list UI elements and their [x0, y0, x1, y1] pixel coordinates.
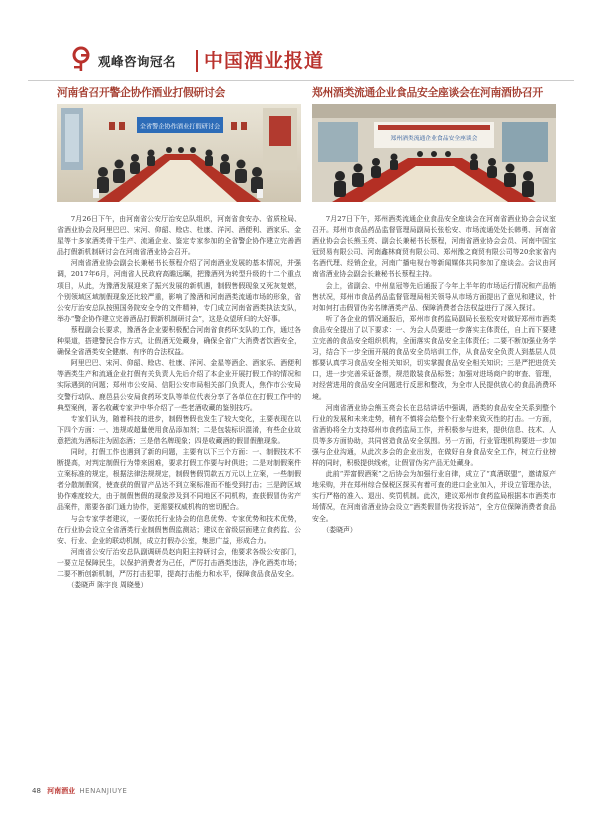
article-paragraph: 阿里巴巴、宋河、仰韶、赊店、杜康、洋河、金星等酒企、酒家乐、酒便利等酒类生产和流通企业打假有关负责人先后介绍了本企业开展打假工作的情况和实际遇到的问题；郑州市公安局、信阳公安市局相关部门负责人，焦作市公安局交警行动队、鹿邑县公安局食药环支队等单位代表分享了各单位在打假工作中的典型案例，著名收藏专家尹中华介绍了一些老酒收藏的鉴别技巧。 [57, 359, 301, 412]
article-paragraph: 7月27日下午，郑州酒类流通企业食品安全座谈会在河南省酒业协会会议室召开。郑州市食品药品监督管理局副局长张松安、市场流通处处长韩勇、河南省酒业协会会长熊玉亮、副会长兼秘书长蔡程，河南省酒业协会会员、河南中国宝冠贸易有限公司、河南鑫林商贸有限公司、郑州豫之商贸有限公司等20余家省内名酒代理、经销企业，河南广播电视台等新闻媒体共同参加了座谈会。会议由河南省酒业协会副会长兼秘书长蔡程主持。 [312, 215, 556, 279]
magazine-pinyin: HENANJIUYE [79, 787, 128, 795]
magazine-name: 河南酒业 [47, 787, 76, 795]
article-paragraph: 河南省酒业协会副会长兼秘书长蔡程介绍了河南酒业发展的基本情况，并强调，2017年6月，河南省人民政府高瞻远瞩，把豫酒列为转型升级的十二个重点项目，从此，为豫酒发展迎来了振兴发展的新机遇，制假售假现象又死灰复燃，个别领域区域制假现象还比较严重，影响了豫酒和河南酒类流通市场的形象，省公安厅治安总队按照国务院安全令的文件精神，专门成立河南省酒类执法支队，举办“警企协作建立完善酒品打假新机制研讨会”，这是众望所归的大好事。 [57, 259, 301, 323]
article-author: （娄晓声） [322, 525, 357, 534]
article-title: 郑州酒类流通企业食品安全座谈会在河南酒协召开 [312, 86, 543, 99]
article-paragraph: 听了各企业的情况通报后，郑州市食药监局副局长张松安对做好郑州市酒类食品安全提出了以下要求：一、为会人员要进一步落实主体责任，自上而下要建立完善的食品安全组织机构，全面落实食品安全主体责任；二要不断加强业务学习，结合下一步全面开展的食品安全员培训工作，从食品安全负责人到基层人员都要认真学习食品安全相关知识，切实掌握食品安全相关知识；三是严把进货关口，进一步完善采证备票，规范散装食品标签；加强对进场商户的审查、管理，对经营进用的食品安全问题进行反思和整改，为全市人民提供放心的食品消费环境。 [312, 314, 556, 401]
header-divider [196, 50, 198, 72]
svg-text:郑州酒类流通企业食品安全座谈会: 郑州酒类流通企业食品安全座谈会 [390, 136, 478, 142]
article-paragraph: 蔡程副会长要求，豫酒各企业要积极配合河南省食药环支队的工作，通过各种渠道，搭建警民合作方式，让假酒无处藏身，确保全省广大消费者饮酒安全，确保全省酒类安全健康、有序的合法权益。 [57, 325, 301, 357]
article-photo [312, 104, 556, 202]
brand-title: 中国酒业报道 [204, 50, 325, 72]
article-title: 河南省召开警企协作酒业打假研讨会 [57, 86, 225, 99]
page-header [28, 44, 576, 78]
article-paragraph: 专家们认为，随着科技的进步，制假售假也发生了较大变化，主要表现在以下四个方面：一、违规或超量使用食品添加剂；二是包装标识混淆，有些企业故意把流为酒标注为固态酒；三是借名牌现象；四是收藏酒的假冒假酿现象。 [57, 414, 301, 445]
header-rule [28, 80, 574, 81]
article-right [312, 86, 556, 536]
article-author: （娄晓声 陈宇良 周晓曼） [67, 581, 148, 590]
logo-icon [72, 46, 94, 72]
article-paragraph: 与会专家学者建议，一要依托行业协会的信息优势、专家优势和技术优势，在行业协会设立全省酒类行业制假售假监测站；建议在省级层面建立食药监、公安、行业、企业的联动机制，成立打假办公室，集思广益，形成合力。 [57, 514, 301, 545]
article-paragraph: 同时，打假工作也遇到了新的问题，主要有以下三个方面：一、制假技术不断提高，对判定制假行为带来困难，要求打假工作要与时俱进；二是对制假案件立案标准的规定，根据法律法规规定，制假售假罚款五万元以上立案，一些制假者分散制假窝，使查获的假冒产品达不到立案标准而不能受到打击；三是跨区域协作难度较大，由于制假售假的现象涉及到不同地区不同机构，查获假冒伪劣产品案件，需要各部门通力协作，更需要权威机构的密切配合。 [57, 447, 301, 512]
article-paragraph: 7月26日下午，由河南省公安厅治安总队组织，河南省食安办、省质检局、省酒业协会及阿里巴巴、宋河、仰韶、赊店、杜康、洋河、酒便利、酒家乐、金星等十多家酒类骨干生产、流通企业、鉴定专家参加的全省警企协作建立完善酒品打假新机制研讨会在河南省酒业协会召开。 [57, 215, 301, 257]
article-paragraph: 河南省公安厅治安总队副调研员赵向阳主持研讨会，他要求各级公安部门，一要立足保障民生，以保护消费者为己任，严厉打击酒类违法，净化酒类市场；二要不断创新机制，严厉打击犯罪，提高打击能力和水平，保障食品食品安全。 [57, 547, 301, 578]
sponsor-text: 观峰咨询冠名 [98, 54, 177, 69]
page-number: 48 [32, 787, 41, 795]
page-footer [32, 786, 127, 796]
article-paragraph: 会上，省副会、中州皇冠等先后通报了今年上半年的市场运行情况和产品销售状况，郑州市食品药品监督管理局相关领导从市场方面提出了意见和建议，针对如何打击假冒伪劣名牌酒类产品、保障消费者合法权益进行了深入探讨。 [312, 281, 556, 312]
article-paragraph: 河南省酒业协会熊玉亮会长在总结讲话中强调，酒类的食品安全关系到整个行业的发展和未来走势，稍有不慎将会给整个行业带来致灭性的打击。一方面，省酒协将全力支持郑州市食药监局工作，并积极参与进来，提供信息、技术、人员等多方面协助，共同营造食品安全氛围。另一方面，行业管理机构要进一步加强与企业沟通，从此次多会的企业出发，在做好自身食品安全工作，树立行业榜样的同时，积极提供线索，让假冒伪劣产品无处藏身。 [312, 403, 556, 468]
article-paragraph: 此前“弄富假酒案”之后协会为加强行业自律，成立了“真酒联盟”，邀请原产地采购，并在郑州综合保税区探买有着可查的进口企业加入，并设立管理办法，实行严格的准入、退出、奖罚机制。此次，建议郑州市食药监局根据本市酒类市场情况，在河南省酒业协会设立“酒类假冒伪劣投诉站”，全方位保障消费者食品安全。 [312, 470, 556, 523]
article-photo [57, 104, 301, 202]
article-left [57, 86, 301, 591]
svg-text:全省警企协作酒业打假研讨会: 全省警企协作酒业打假研讨会 [139, 123, 221, 131]
